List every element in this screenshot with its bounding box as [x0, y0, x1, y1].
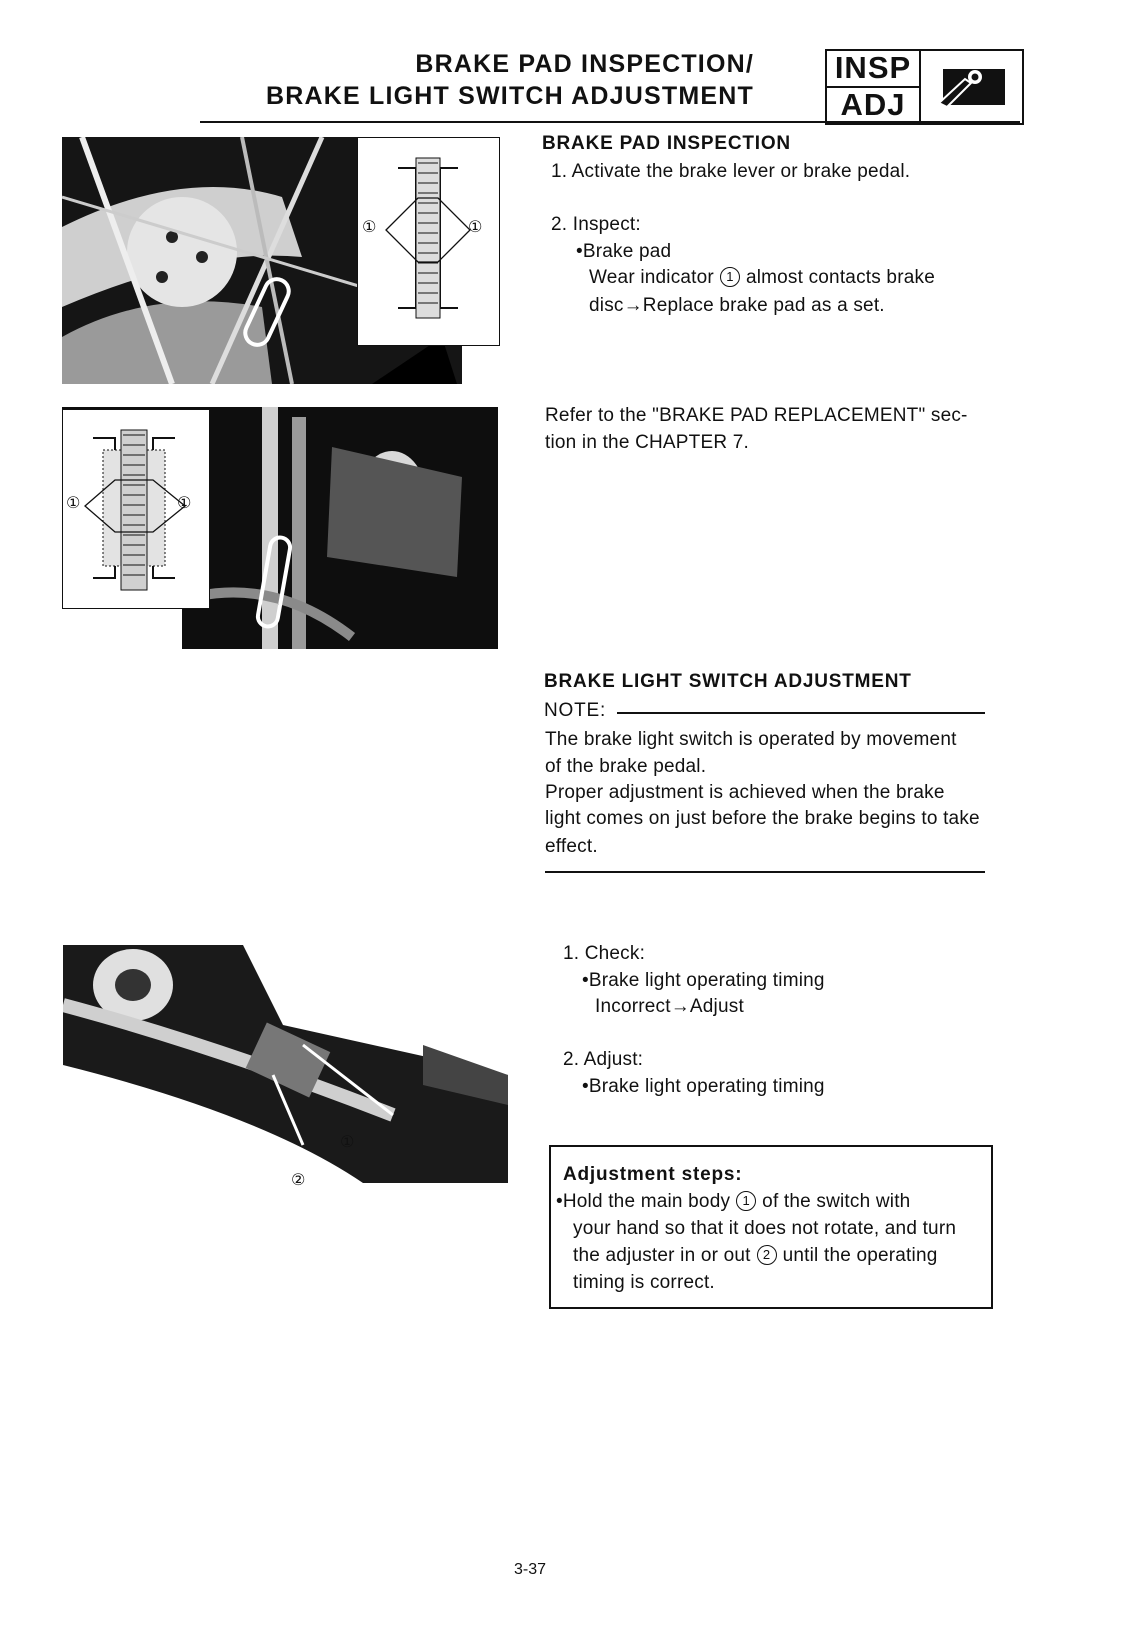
note-line-2: of the brake pedal.	[545, 756, 707, 777]
fig3-callout-2: ②	[291, 1172, 306, 1189]
switch-heading: BRAKE LIGHT SWITCH ADJUSTMENT	[544, 671, 912, 692]
wrench-icon	[935, 63, 1009, 109]
check-step: 1. Check:	[563, 943, 646, 964]
wear-text-a: Wear indicator	[589, 267, 714, 288]
fig1-callout-right: ①	[468, 219, 483, 236]
refer-text-1: Refer to the "BRAKE PAD REPLACEMENT" sec-	[545, 405, 968, 426]
ref-circle-box-2: 2	[757, 1245, 777, 1265]
header-title-line1: BRAKE PAD INSPECTION/	[415, 50, 754, 78]
wear-text-b: almost contacts brake	[745, 267, 935, 288]
box-text-3a: the adjuster in or out	[573, 1245, 751, 1266]
fig2-callout-left: ①	[66, 495, 81, 512]
page-number: 3-37	[514, 1561, 547, 1578]
pad-detail-inset-1	[357, 137, 500, 346]
box-text-3b: until the operating	[782, 1245, 938, 1266]
badge-divider-v	[919, 51, 921, 123]
brake-light-switch-photo	[63, 945, 508, 1183]
ref-circle-box-1: 1	[736, 1191, 756, 1211]
note-line-1: The brake light switch is operated by movement	[545, 729, 957, 750]
box-text-1b: of the switch with	[762, 1191, 911, 1212]
adjust-step: 2. Adjust:	[563, 1049, 644, 1070]
note-label: NOTE:	[544, 700, 607, 721]
note-rule-bottom	[545, 871, 985, 873]
refer-text-2: tion in the CHAPTER 7.	[545, 432, 749, 453]
brake-pad-step1: 1. Activate the brake lever or brake pedal.	[551, 161, 911, 182]
adjustment-steps-box	[549, 1145, 993, 1309]
brake-pad-step2: 2. Inspect:	[551, 214, 641, 235]
box-line-3	[573, 1242, 937, 1270]
box-line-2: your hand so that it does not rotate, and turn	[573, 1218, 957, 1239]
box-line-4: timing is correct.	[573, 1272, 715, 1293]
badge-adj: ADJ	[840, 87, 906, 122]
adjustment-steps-title: Adjustment steps:	[563, 1164, 743, 1185]
fig2-callout-right: ①	[177, 495, 192, 512]
insp-adj-badge	[825, 49, 1024, 125]
header-title-line2: BRAKE LIGHT SWITCH ADJUSTMENT	[265, 82, 754, 110]
badge-insp: INSP	[834, 50, 912, 85]
note-line-3: Proper adjustment is achieved when the brake	[545, 782, 945, 803]
check-bullet: •Brake light operating timing	[582, 970, 825, 991]
ref-circle-1: 1	[720, 267, 740, 287]
brake-pad-wear-line2: disc→Replace brake pad as a set.	[589, 295, 885, 316]
brake-pad-wear-line	[589, 264, 935, 292]
note-line-4: light comes on just before the brake begins to take	[545, 808, 980, 829]
fig3-callout-1: ①	[340, 1134, 355, 1151]
box-text-1a: •Hold the main body	[556, 1191, 731, 1212]
adjust-bullet: •Brake light operating timing	[582, 1076, 825, 1097]
brake-pad-heading: BRAKE PAD INSPECTION	[542, 133, 791, 154]
box-line-1	[556, 1188, 910, 1216]
note-line-5: effect.	[545, 836, 598, 857]
brake-pad-bullet: •Brake pad	[576, 241, 672, 262]
note-rule-top	[617, 712, 985, 714]
fig1-callout-left: ①	[362, 219, 377, 236]
check-action: Incorrect→Adjust	[595, 996, 744, 1017]
